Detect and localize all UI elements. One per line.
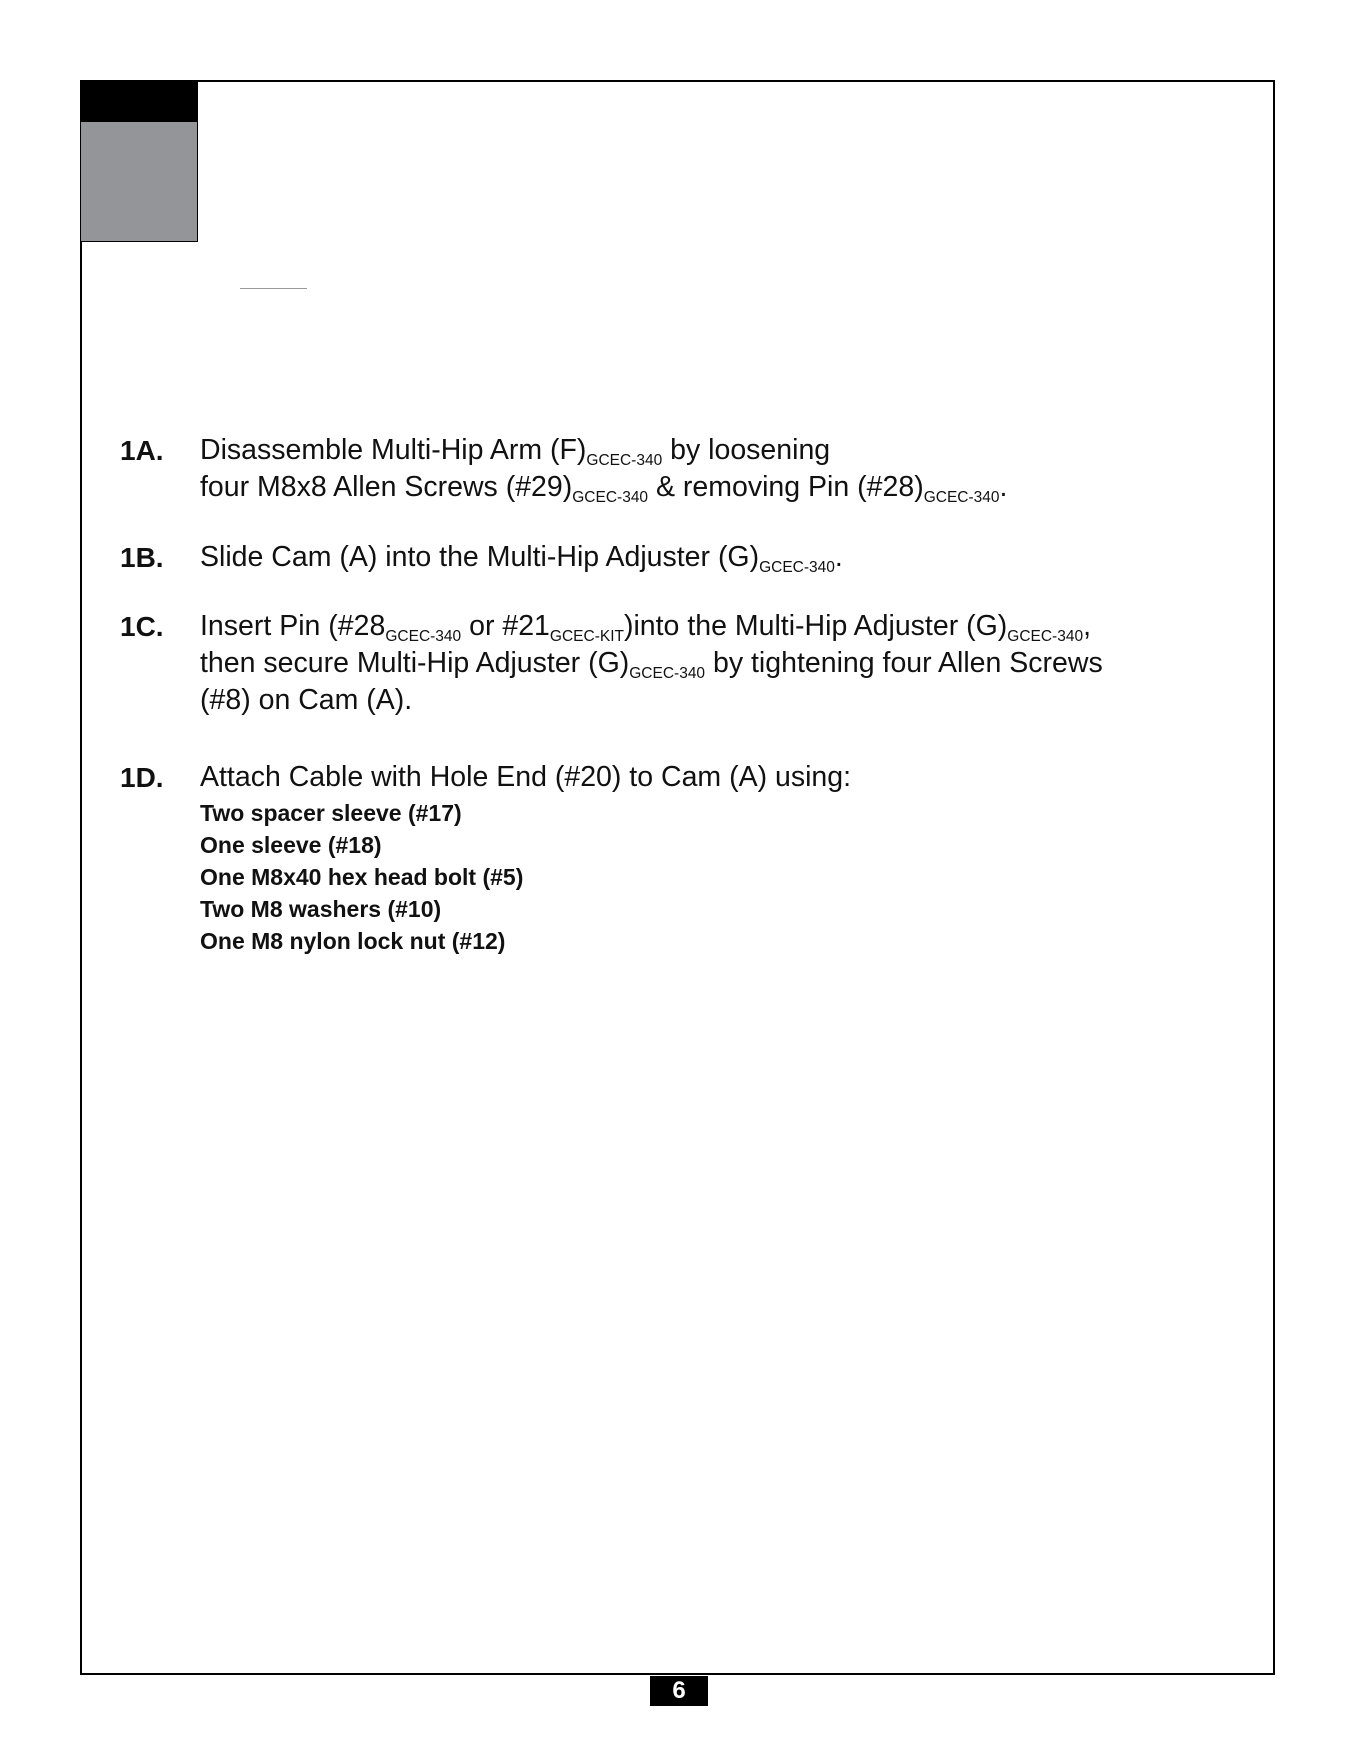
step-line: Disassemble Multi-Hip Arm $(F)_{GCEC-340}$ by loosening: [200, 434, 831, 469]
step-text: [200, 539, 1240, 576]
section-tab: [80, 122, 198, 242]
step-number: 1B.: [120, 542, 164, 573]
step-line: Insert Pin ($\#28_{GCEC-340}$ or $\#21_{GCEC-KIT})into$ the Multi-Hip Adjuster $(G)_{GCEC-340}$,: [200, 610, 1091, 645]
step-line: (#8) on Cam (A).: [200, 684, 413, 716]
step-line: then secure Multi-Hip Adjuster $(G)_{GCEC-340}$ by tightening four Allen Screws: [200, 647, 1103, 682]
step-line: four M8x8 Allen Screws $(\#29)_{GCEC-340}$ & removing Pin $(\#28)_{GCEC-340}$.: [200, 471, 1008, 506]
parts-list-item: Two M8 washers (#10): [200, 896, 442, 922]
divider-rule: [240, 288, 307, 289]
step-text: [200, 759, 1240, 796]
page-number: 6: [650, 1676, 708, 1706]
step-line: Attach Cable with Hole End (#20) to Cam (A) using:: [200, 761, 852, 793]
step-number: 1C.: [120, 611, 164, 642]
parts-list-item: One sleeve (#18): [200, 832, 382, 858]
step-number: 1D.: [120, 762, 164, 793]
parts-list-item: One M8 nylon lock nut (#12): [200, 928, 506, 954]
parts-list-item: One M8x40 hex head bolt (#5): [200, 864, 524, 890]
step-line: Slide Cam (A) into the Multi-Hip Adjuster $(G)_{GCEC-340}$.: [200, 541, 843, 576]
parts-list-item: Two spacer sleeve (#17): [200, 800, 462, 826]
parts-list: [200, 797, 523, 957]
step-text: [200, 608, 1240, 719]
section-tab-header: [80, 80, 198, 122]
step-text: [200, 432, 1240, 506]
step-number: 1A.: [120, 435, 164, 466]
